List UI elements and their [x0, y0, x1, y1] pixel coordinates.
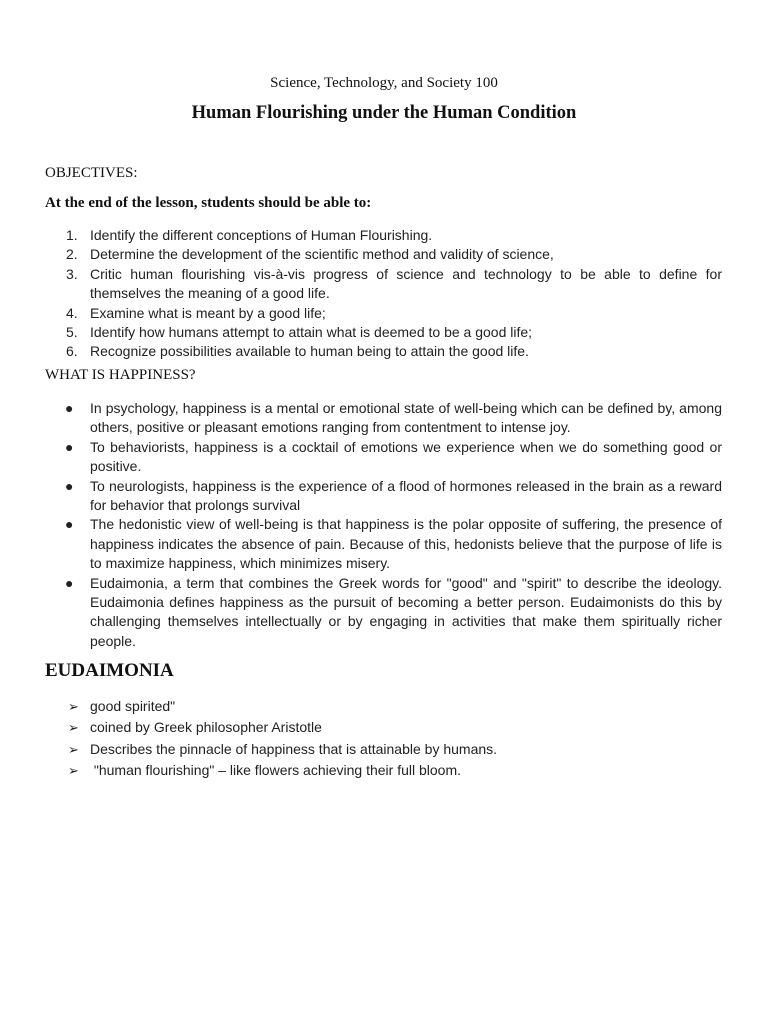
course-title: Science, Technology, and Society 100	[270, 75, 498, 91]
eudaimonia-item	[68, 696, 722, 717]
eudaimonia-item	[68, 717, 722, 738]
objective-item	[66, 265, 722, 304]
happiness-item	[65, 574, 722, 652]
bullet-icon: ●	[65, 516, 74, 533]
objective-item	[66, 226, 722, 245]
happiness-text: In psychology, happiness is a mental or emotional state of well-being which can be defined by, among others, positive or pleasant emotions ranging from contentment to intense joy.	[90, 400, 722, 436]
objective-text: Determine the development of the scientific method and validity of science,	[90, 246, 554, 263]
eudaimonia-heading: EUDAIMONIA	[45, 660, 174, 681]
objective-number: 5.	[66, 324, 78, 341]
objective-number: 2.	[66, 246, 78, 263]
eudaimonia-text: coined by Greek philosopher Aristotle	[90, 719, 322, 736]
objective-item	[66, 342, 722, 361]
objective-text: Identify the different conceptions of Human Flourishing.	[90, 227, 433, 243]
happiness-text: To behaviorists, happiness is a cocktail of emotions we experience when we do something good or positive.	[90, 438, 722, 475]
lesson-title: Human Flourishing under the Human Condition	[191, 103, 577, 123]
arrow-bullet-icon: ➢	[68, 720, 79, 736]
objectives-heading: OBJECTIVES:	[45, 165, 138, 181]
eudaimonia-item	[68, 739, 722, 760]
bullet-icon: ●	[65, 438, 74, 455]
objectives-list	[66, 226, 722, 362]
eudaimonia-text: "human flourishing" – like flowers achieving their full bloom.	[90, 761, 462, 778]
bullet-icon: ●	[65, 477, 74, 494]
happiness-item	[65, 399, 722, 438]
objective-text: Examine what is meant by a good life;	[90, 304, 326, 321]
happiness-text: To neurologists, happiness is the experience of a flood of hormones released in the brain as a reward for behavior that prolongs survival	[90, 477, 722, 514]
objective-item	[66, 323, 722, 342]
arrow-bullet-icon: ➢	[68, 762, 79, 778]
arrow-bullet-icon: ➢	[68, 699, 79, 714]
bullet-icon: ●	[65, 574, 74, 591]
eudaimonia-text: good spirited"	[90, 698, 176, 714]
happiness-item	[65, 438, 722, 477]
objective-text: Identify how humans attempt to attain what is deemed to be a good life;	[90, 324, 533, 341]
bullet-icon: ●	[65, 400, 74, 416]
eudaimonia-text: Describes the pinnacle of happiness that is attainable by humans.	[90, 740, 498, 757]
happiness-text: The hedonistic view of well-being is that happiness is the polar opposite of suffering, the presence of happiness indicates the absence of pain. Because of this, hedonists believe that the purpose of life is to maximize happiness, which minimizes misery.	[90, 516, 722, 572]
objective-text: Recognize possibilities available to human being to attain the good life.	[90, 343, 529, 360]
objective-number: 1.	[66, 227, 78, 243]
happiness-item	[65, 477, 722, 516]
objective-item	[66, 245, 722, 264]
happiness-item	[65, 515, 722, 573]
objective-number: 3.	[66, 265, 78, 282]
objective-text: Critic human flourishing vis-à-vis progress of science and technology to be able to define for themselves the meaning of a good life.	[90, 265, 722, 302]
objective-item	[66, 304, 722, 323]
eudaimonia-item	[68, 760, 722, 781]
objective-number: 4.	[66, 304, 78, 321]
arrow-bullet-icon: ➢	[68, 741, 79, 757]
objectives-intro: At the end of the lesson, students should be able to:	[45, 195, 372, 211]
happiness-list	[65, 399, 722, 651]
happiness-heading: WHAT IS HAPPINESS?	[45, 367, 196, 383]
objective-number: 6.	[66, 343, 78, 360]
happiness-text: Eudaimonia, a term that combines the Greek words for "good" and "spirit" to describe the ideology. Eudaimonia defines happiness as the pursuit of becoming a better person. Eudaimonists do this by challenging themselves intellectually or by engaging in activities that make them spiritually richer people.	[90, 574, 722, 649]
eudaimonia-list	[68, 696, 722, 781]
